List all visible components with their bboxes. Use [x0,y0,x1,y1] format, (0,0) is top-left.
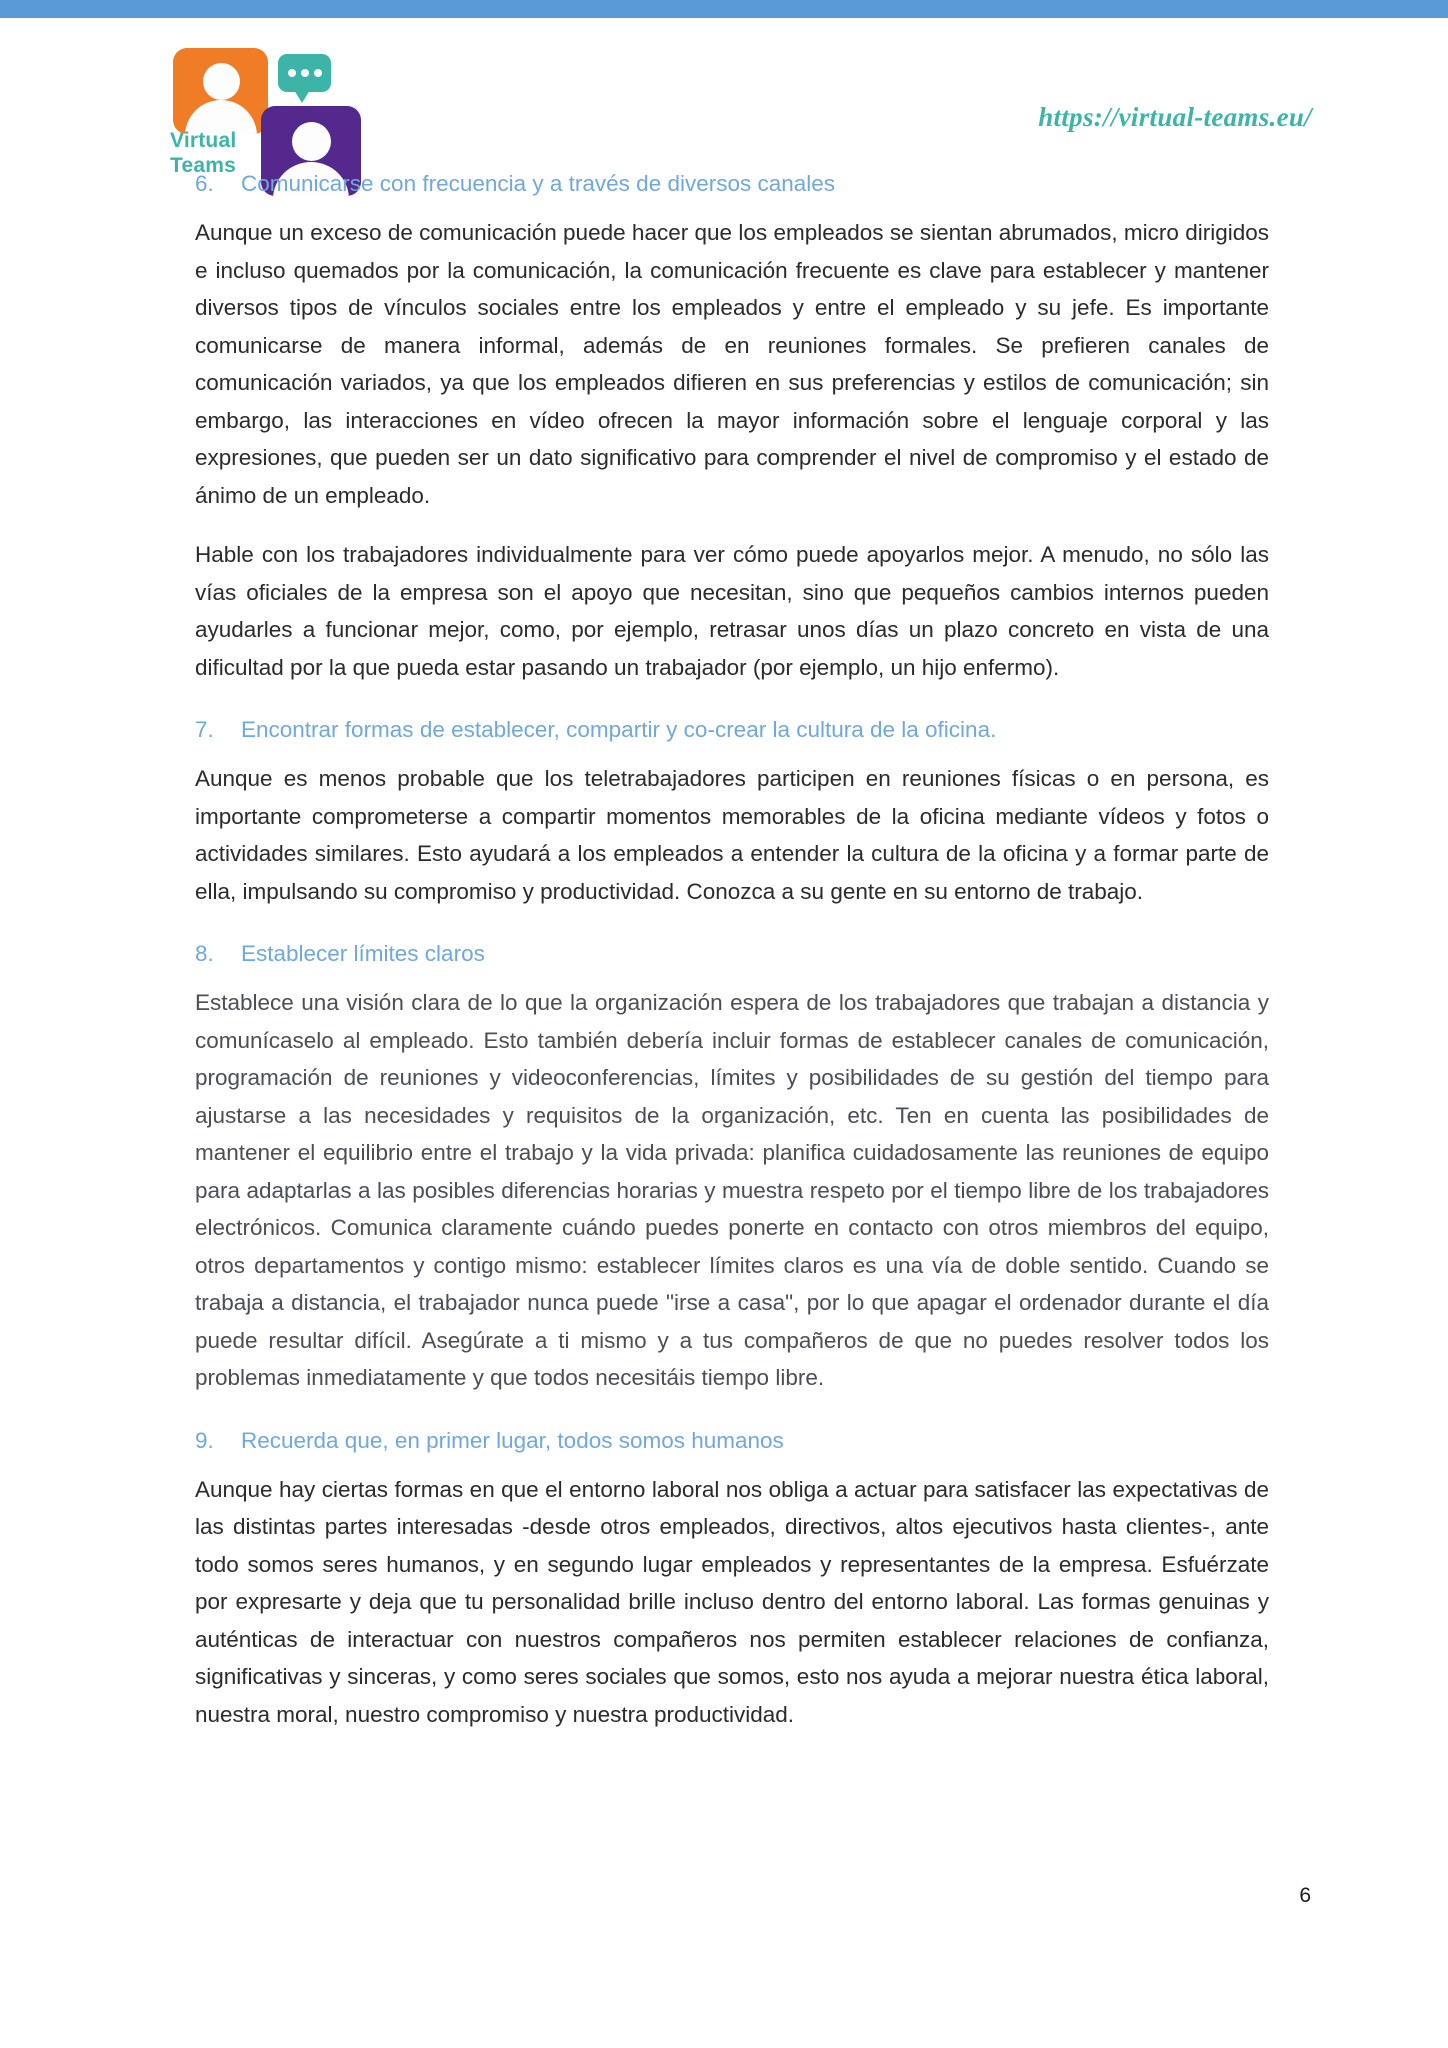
section-heading-7 [195,716,1269,744]
section-heading-text-7: Encontrar formas de establecer, compartir y co-crear la cultura de la oficina. [241,717,997,742]
virtual-teams-logo [168,40,353,180]
site-url-link[interactable]: https://virtual-teams.eu/ [1038,102,1312,132]
logo-wordmark-line2: Teams [170,154,236,177]
logo-wordmark-line1: Virtual [170,129,237,152]
logo-chat-bubble-tail-icon [294,90,310,103]
section-heading-9 [195,1427,1269,1455]
logo-bubble-dot-icon [288,69,296,77]
section-number-7: 7. [195,717,214,742]
section-7-paragraph-1: Aunque es menos probable que los teletrabajadores participen en reuniones físicas o en persona, es importante comprometerse a compartir momentos memorables de la oficina mediante vídeos y fotos o actividades similares. Esto ayudará a los empleados a entender la cultura de la oficina y a formar parte de ella, impulsando su compromiso y productividad. Conozca a su gente en su entorno de trabajo. [195,766,1269,904]
section-6-paragraph-1: Aunque un exceso de comunicación puede hacer que los empleados se sientan abrumados, micro dirigidos e incluso quemados por la comunicación, la comunicación frecuente es clave para establecer y mantener diversos tipos de vínculos sociales entre los empleados y entre el empleado y su jefe. Es importante comunicarse de manera informal, además de en reuniones formales. Se prefieren canales de comunicación variados, ya que los empleados difieren en sus preferencias y estilos de comunicación; sin embargo, las interacciones en vídeo ofrecen la mayor información sobre el lenguaje corporal y las expresiones, que pueden ser un dato significativo para comprender el nivel de compromiso y el estado de ánimo de un empleado. [195,220,1269,508]
page-number: 6 [1299,1884,1311,1907]
section-number-8: 8. [195,941,214,966]
section-heading-8 [195,940,1269,968]
section-heading-text-8: Establecer límites claros [241,941,485,966]
document-body [0,170,1448,1733]
logo-avatar-head-icon [292,122,331,161]
section-heading-6 [195,170,1269,198]
top-accent-bar [0,0,1448,18]
logo-bubble-dot-icon [314,69,322,77]
logo-orange-person-card-icon [173,48,268,134]
section-number-9: 9. [195,1427,214,1453]
logo-bubble-dot-icon [301,69,309,77]
logo-wordmark [170,128,236,178]
section-heading-text-9: Recuerda que, en primer lugar, todos somos humanos [241,1427,784,1453]
section-8-paragraph-1: Establece una visión clara de lo que la organización espera de los trabajadores que trabajan a distancia y comunícaselo al empleado. Esto también debería incluir formas de establecer canales de comunicación, programación de reuniones y videoconferencias, límites y posibilidades de su gestión del tiempo para ajustarse a las necesidades y requisitos de la organización, etc. Ten en cuenta las posibilidades de mantener el equilibrio entre el trabajo y la vida privada: planifica cuidadosamente las reuniones de equipo para adaptarlas a las posibles diferencias horarias y muestra respeto por el tiempo libre de los trabajadores electrónicos. Comunica claramente cuándo puedes ponerte en contacto con otros miembros del equipo, otros departamentos y contigo mismo: establecer límites claros es una vía de doble sentido. Cuando se trabaja a distancia, el trabajador nunca puede "irse a casa", por lo que apagar el ordenador durante el día puede resultar difícil. Asegúrate a ti mismo y a tus compañeros de que no puedes resolver todos los problemas inmediatamente y que todos necesitáis tiempo libre. [195,990,1269,1390]
logo-avatar-head-icon [203,63,240,100]
page-header [0,18,1448,176]
section-heading-text-6: Comunicarse con frecuencia y a través de diversos canales [241,171,836,196]
section-9-paragraph-1: Aunque hay ciertas formas en que el entorno laboral nos obliga a actuar para satisfacer las expectativas de las distintas partes interesadas -desde otros empleados, directivos, altos ejecutivos hasta clientes-, ante todo somos seres humanos, y en segundo lugar empleados y representantes de la empresa. Esfuérzate por expresarte y deja que tu personalidad brille incluso dentro del entorno laboral. Las formas genuinas y auténticas de interactuar con nuestros compañeros nos permiten establecer relaciones de confianza, significativas y sinceras, y como seres sociales que somos, esto nos ayuda a mejorar nuestra ética laboral, nuestra moral, nuestro compromiso y nuestra productividad. [195,1476,1269,1727]
section-number-6: 6. [195,171,214,196]
logo-chat-bubble-icon [278,54,331,92]
section-6-paragraph-2: Hable con los trabajadores individualmente para ver cómo puede apoyarlos mejor. A menudo, no sólo las vías oficiales de la empresa son el apoyo que necesitan, sino que pequeños cambios internos pueden ayudarles a funcionar mejor, como, por ejemplo, retrasar unos días un plazo concreto en vista de una dificultad por la que pueda estar pasando un trabajador (por ejemplo, un hijo enfermo). [195,542,1269,680]
